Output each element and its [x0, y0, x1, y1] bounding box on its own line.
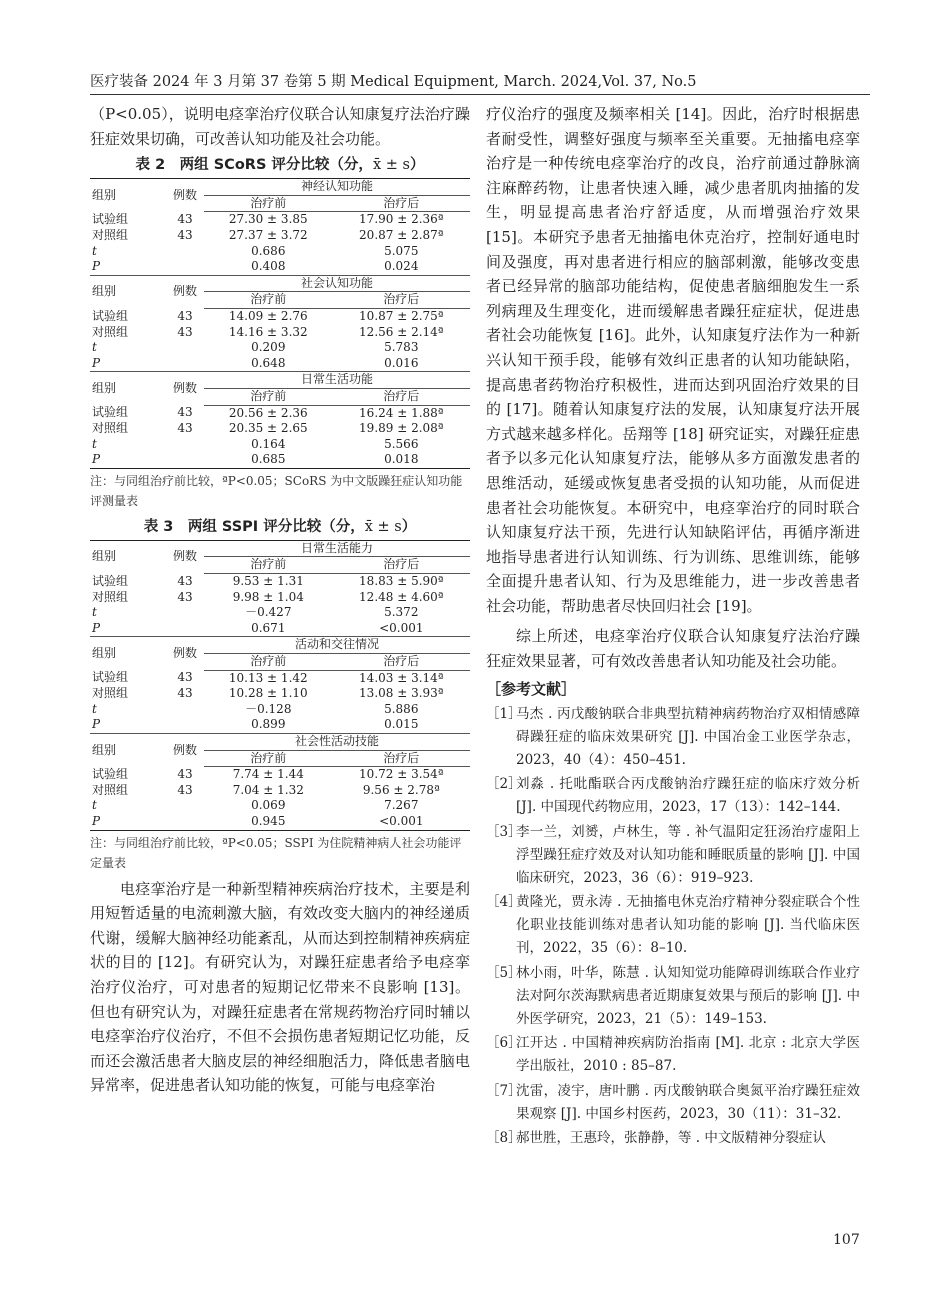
cell-group: t — [92, 605, 97, 620]
cell-after: 12.56 ± 2.14ª — [359, 324, 444, 339]
col-after-header: 治疗后 — [333, 557, 470, 574]
table2-caption: 表 2 两组 SCoRS 评分比较（分，x̄ ± s） — [135, 157, 425, 174]
cell-group: t — [92, 798, 97, 813]
cell-after: 20.87 ± 2.87ª — [359, 227, 444, 242]
reference-number: ［6］ — [486, 1035, 522, 1052]
cell-group: t — [92, 340, 97, 355]
cell-after: <0.001 — [333, 814, 470, 830]
reference-number: ［5］ — [486, 964, 522, 981]
cell-before: 20.56 ± 2.36 — [228, 405, 308, 420]
section-header-row — [90, 179, 470, 196]
cell-group: 对照组 — [92, 782, 129, 797]
reference-number: ［2］ — [486, 776, 522, 793]
table-row — [90, 605, 470, 621]
table2 — [90, 178, 470, 469]
cell-before: 0.209 — [251, 340, 286, 355]
col-before-header: 治疗前 — [204, 292, 333, 309]
cell-before: 0.685 — [204, 452, 333, 468]
section-title: 社会认知功能 — [204, 275, 470, 292]
section-header-row — [90, 734, 470, 751]
right-column — [486, 102, 860, 1152]
table-row — [90, 702, 470, 718]
cell-group: 对照组 — [92, 227, 129, 242]
right-body-paragraph-1: 疗仪治疗的强度及频率相关 [14]。因此，治疗时根据患者耐受性，调整好强度与频率至关重要。无抽搐电痉挛治疗是一种传统电痉挛治疗的改良，治疗前通过静脉滴注麻醉药物，让患者快速入睡，减少患者肌肉抽搐的发生，明显提高患者治疗舒适度，从而增强治疗效果 [15]。本研究予患者无抽搐电休克治疗，控制好通电时间及强度，再对患者进行相应的脑部刺激，能够改变患者已经异常的脑部功能结构，促使患者脑细胞发生一系列病理及生理变化，进而缓解患者躁狂症症状，促进患者社会功能恢复 [16]。此外，认知康复疗法作为一种新兴认知干预手段，能够有效纠正患者的认知功能缺陷，提高患者药物治疗积极性，进而达到巩固治疗效果的目的 [17]。随着认知康复疗法的发展，认知康复疗法开展方式越来越多样化。岳翔等 [18] 研究证实，对躁狂症患者予以多元化认知康复疗法，能够从多方面激发患者的思维活动，延缓或恢复患者受损的认知功能，从而促进患者社会功能恢复。本研究中，电痉挛治疗的同时联合认知康复疗法干预，先进行认知缺陷评估，再循序渐进地指导患者进行认知训练、行为训练、思维训练，能够全面提升患者认知、行为及思维能力，进一步改善患者社会功能，帮助患者尽快回归社会 [19]。 — [486, 105, 860, 615]
reference-number: ［3］ — [486, 823, 522, 840]
cell-after: 16.24 ± 1.88ª — [359, 405, 444, 420]
section-title: 社会性活动技能 — [204, 734, 470, 751]
table-row — [90, 814, 470, 830]
col-n-header: 例数 — [166, 179, 204, 212]
col-before-header: 治疗前 — [204, 388, 333, 405]
table3 — [90, 540, 470, 831]
cell-after: 0.024 — [384, 259, 419, 274]
col-group-header: 组别 — [90, 637, 166, 670]
cell-group: P — [92, 259, 101, 274]
reference-text: 黄隆光，贾永涛 . 无抽搐电休克治疗精神分裂症联合个性化职业技能训练对患者认知功能的影响 [J]. 当代临床医刊，2022，35（6）：8–10. — [516, 894, 860, 957]
col-group-header: 组别 — [90, 734, 166, 767]
col-after-header: 治疗后 — [333, 388, 470, 405]
col-after-header: 治疗后 — [333, 750, 470, 767]
cell-after: 5.075 — [384, 243, 419, 258]
reference-item — [486, 891, 860, 960]
cell-n — [166, 621, 204, 637]
cell-before: 9.53 ± 1.31 — [232, 574, 304, 589]
section-title: 神经认知功能 — [204, 179, 470, 196]
reference-text: 李一兰，刘赟，卢林生，等 . 补气温阳定狂汤治疗虚阳上浮型躁狂症疗效及对认知功能和睡眠质量的影响 [J]. 中国临床研究，2023，36（6）：919–923. — [516, 823, 860, 886]
cell-before: 27.30 ± 3.85 — [228, 212, 308, 227]
cell-n — [166, 340, 204, 356]
table-row — [90, 244, 470, 260]
section-title: 日常生活功能 — [204, 372, 470, 389]
table-row — [90, 212, 470, 228]
col-before-header: 治疗前 — [204, 195, 333, 212]
table2-note: 注：与同组治疗前比较，ªP<0.05；SCoRS 为中文版躁狂症认知功能评测量表 — [90, 473, 463, 508]
table-row — [90, 356, 470, 372]
col-before-header: 治疗前 — [204, 557, 333, 574]
col-group-header: 组别 — [90, 179, 166, 212]
cell-n: 43 — [177, 573, 193, 588]
cell-before: 0.164 — [251, 436, 286, 451]
table-row — [90, 437, 470, 453]
table-row — [90, 686, 470, 702]
reference-text: 刘淼 . 托吡酯联合丙戊酸钠治疗躁狂症的临床疗效分析 [J]. 中国现代药物应用，2023，17（13）：142–144. — [516, 776, 860, 816]
table-row — [90, 717, 470, 733]
cell-before: 0.408 — [251, 259, 286, 274]
section-header-row — [90, 275, 470, 292]
cell-after: 0.015 — [384, 717, 419, 732]
cell-before: 7.74 ± 1.44 — [232, 767, 304, 782]
col-n-header: 例数 — [166, 734, 204, 767]
cell-group: 试验组 — [92, 670, 129, 685]
references-list — [486, 703, 860, 1151]
table-row — [90, 325, 470, 341]
reference-number: ［4］ — [486, 894, 522, 911]
col-n-header: 例数 — [166, 637, 204, 670]
section-header-row — [90, 372, 470, 389]
cell-after: 19.89 ± 2.08ª — [359, 421, 444, 436]
cell-after: 10.87 ± 2.75ª — [359, 308, 444, 323]
col-after-header: 治疗后 — [333, 292, 470, 309]
cell-group: P — [92, 355, 101, 370]
reference-item — [486, 1032, 860, 1078]
cell-after: 10.72 ± 3.54ª — [359, 767, 444, 782]
reference-number: ［8］ — [486, 1130, 522, 1147]
cell-after: 9.56 ± 2.78ª — [362, 782, 440, 797]
cell-n: 43 — [177, 227, 193, 242]
cell-group: P — [92, 620, 101, 635]
page-number: 107 — [833, 1232, 860, 1248]
cell-group: t — [92, 701, 97, 716]
left-column — [90, 102, 470, 1098]
col-before-header: 治疗前 — [204, 750, 333, 767]
cell-n: 43 — [177, 670, 193, 685]
cell-group: 试验组 — [92, 766, 129, 781]
cell-n — [166, 814, 204, 830]
cell-group: 对照组 — [92, 686, 129, 701]
reference-text: 郝世胜，王惠玲，张静静，等 . 中文版精神分裂症认 — [516, 1130, 826, 1147]
cell-after: 14.03 ± 3.14ª — [359, 670, 444, 685]
cell-group: P — [90, 452, 166, 468]
cell-group: 对照组 — [92, 589, 129, 604]
cell-n: 43 — [177, 589, 193, 604]
cell-after: <0.001 — [379, 620, 424, 635]
section-header-row — [90, 637, 470, 654]
table-row — [90, 340, 470, 356]
section-title: 日常生活能力 — [204, 540, 470, 557]
cell-n: 43 — [177, 421, 193, 436]
cell-group: t — [92, 436, 97, 451]
col-n-header: 例数 — [166, 275, 204, 308]
cell-group: P — [90, 814, 166, 830]
cell-n: 43 — [177, 212, 193, 227]
cell-before: 20.35 ± 2.65 — [228, 421, 308, 436]
section-header-row — [90, 540, 470, 557]
cell-group: 试验组 — [92, 212, 129, 227]
table-row — [90, 308, 470, 324]
cell-before: －0.427 — [245, 605, 292, 620]
table-row — [90, 767, 470, 783]
cell-before: 10.13 ± 1.42 — [228, 670, 308, 685]
table-row — [90, 405, 470, 421]
cell-before: 0.945 — [204, 814, 333, 830]
cell-before: 0.069 — [251, 798, 286, 813]
cell-group: 试验组 — [92, 405, 129, 420]
reference-item — [486, 773, 860, 819]
reference-text: 江开达 . 中国精神疾病防治指南 [M]. 北京 : 北京大学医学出版社，2010 : 85–87. — [516, 1035, 860, 1075]
cell-group: 试验组 — [92, 308, 129, 323]
cell-after: 7.267 — [384, 798, 419, 813]
cell-before: 0.899 — [251, 717, 286, 732]
cell-after: 5.783 — [384, 340, 419, 355]
reference-text: 沈雷，凌宇，唐叶鹏 . 丙戊酸钠联合奥氮平治疗躁狂症效果观察 [J]. 中国乡村医药，2023，30（11）：31–32. — [516, 1082, 860, 1122]
reference-item — [486, 1127, 860, 1150]
cell-group: P — [92, 717, 101, 732]
cell-n: 43 — [177, 686, 193, 701]
col-after-header: 治疗后 — [333, 195, 470, 212]
table-row — [90, 228, 470, 244]
cell-n: 43 — [177, 405, 193, 420]
cell-n — [166, 702, 204, 718]
references-heading: ［参考文献］ — [486, 679, 577, 698]
cell-n — [166, 605, 204, 621]
cell-n — [166, 437, 204, 453]
cell-n — [166, 259, 204, 275]
cell-group: 对照组 — [92, 324, 129, 339]
cell-after: 0.018 — [333, 452, 470, 468]
col-group-header: 组别 — [90, 372, 166, 405]
cell-before: 9.98 ± 1.04 — [232, 589, 304, 604]
cell-after: 12.48 ± 4.60ª — [359, 589, 444, 604]
cell-group: t — [92, 243, 97, 258]
right-body-paragraph-2: 综上所述，电痉挛治疗仪联合认知康复疗法治疗躁狂症效果显著，可有效改善患者认知功能及社会功能。 — [486, 627, 860, 671]
cell-n — [166, 452, 204, 468]
cell-before: 0.671 — [251, 620, 286, 635]
cell-after: 13.08 ± 3.93ª — [359, 686, 444, 701]
col-before-header: 治疗前 — [204, 654, 333, 671]
cell-before: 14.09 ± 2.76 — [228, 308, 308, 323]
cell-n: 43 — [177, 308, 193, 323]
reference-text: 马杰 . 丙戊酸钠联合非典型抗精神病药物治疗双相情感障碍躁狂症的临床效果研究 [J]. 中国冶金工业医学杂志，2023，40（4）：450–451. — [516, 705, 860, 768]
col-group-header: 组别 — [90, 540, 166, 573]
reference-item — [486, 962, 860, 1031]
cell-after: 0.016 — [384, 355, 419, 370]
cell-after: 18.83 ± 5.90ª — [359, 574, 444, 589]
col-n-header: 例数 — [166, 540, 204, 573]
cell-after: 17.90 ± 2.36ª — [359, 212, 444, 227]
table-row — [90, 452, 470, 468]
table-row — [90, 798, 470, 814]
header-rule — [90, 94, 870, 95]
reference-item — [486, 821, 860, 890]
reference-number: ［1］ — [486, 705, 522, 722]
cell-before: 27.37 ± 3.72 — [228, 227, 308, 242]
cell-n — [166, 717, 204, 733]
cell-before: 7.04 ± 1.32 — [232, 782, 304, 797]
table-row — [90, 670, 470, 686]
cell-n — [166, 356, 204, 372]
table3-caption: 表 3 两组 SSPI 评分比较（分，x̄ ± s） — [143, 518, 417, 535]
cell-after: 5.372 — [384, 605, 419, 620]
cell-before: －0.128 — [245, 701, 292, 716]
left-intro: （P<0.05），说明电痉挛治疗仪联合认知康复疗法治疗躁狂症效果切确，可改善认知功能及社会功能。 — [90, 105, 470, 148]
cell-n — [166, 798, 204, 814]
cell-group: 对照组 — [92, 421, 129, 436]
col-group-header: 组别 — [90, 275, 166, 308]
cell-n: 43 — [177, 324, 193, 339]
cell-before: 10.28 ± 1.10 — [228, 686, 308, 701]
reference-item — [486, 1080, 860, 1126]
left-body-paragraph: 电痉挛治疗是一种新型精神疾病治疗技术，主要是利用短暂适量的电流刺激大脑，有效改变大脑内的神经递质代谢，缓解大脑神经功能紊乱，从而达到控制精神疾病症状的目的 [12]。有研究认为，对躁狂症患者给予电痉挛治疗仪治疗，可对患者的短期记忆带来不良影响 [13]。但也有研究认为，对躁狂症患者在常规药物治疗同时辅以电痉挛治疗仪治疗，不但不会损伤患者短期记忆功能，反而还会激活患者大脑皮层的神经细胞活力，降低患者脑电异常率，促进患者认知功能的恢复，可能与电痉挛治 — [90, 879, 470, 1095]
cell-n: 43 — [177, 782, 193, 797]
table-row — [90, 421, 470, 437]
running-header: 医疗装备 2024 年 3 月第 37 卷第 5 期 Medical Equipment, March. 2024,Vol. 37, No.5 — [90, 74, 697, 90]
section-title: 活动和交往情况 — [204, 637, 470, 654]
cell-group: 试验组 — [92, 573, 129, 588]
table-row — [90, 590, 470, 606]
table-row — [90, 574, 470, 590]
table-row — [90, 259, 470, 275]
reference-text: 林小雨，叶华，陈慧 . 认知知觉功能障碍训练联合作业疗法对阿尔茨海默病患者近期康复效果与预后的影响 [J]. 中外医学研究，2023，21（5）：149–153. — [516, 964, 860, 1027]
col-after-header: 治疗后 — [333, 654, 470, 671]
cell-n: 43 — [177, 766, 193, 781]
table-row — [90, 783, 470, 799]
cell-before: 14.16 ± 3.32 — [228, 324, 308, 339]
cell-after: 5.566 — [384, 436, 419, 451]
cell-after: 5.886 — [384, 701, 419, 716]
table-row — [90, 621, 470, 637]
cell-before: 0.686 — [251, 243, 286, 258]
cell-before: 0.648 — [251, 355, 286, 370]
table3-note: 注：与同组治疗前比较，ªP<0.05；SSPI 为住院精神病人社会功能评定量表 — [90, 835, 462, 870]
reference-item — [486, 703, 860, 772]
cell-n — [166, 244, 204, 260]
reference-number: ［7］ — [486, 1082, 522, 1099]
col-n-header: 例数 — [166, 372, 204, 405]
